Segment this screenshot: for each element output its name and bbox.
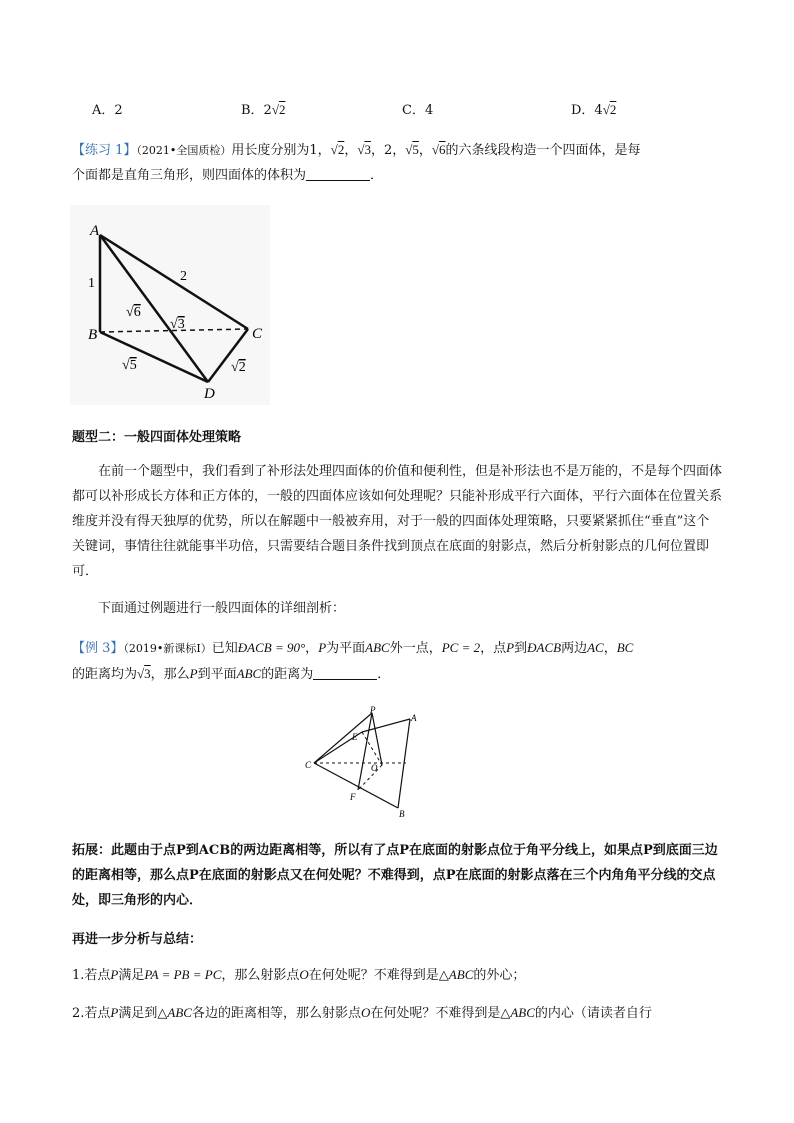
section2-paragraph: 在前一个题型中，我们看到了补形法处理四面体的价值和便利性，但是补形法也不是万能的，不是每个四面体都可以补形成长方体和正方体的，一般的四面体应该如何处理呢？只能补形成平行六面体，平行六面体在位置关系维度并没有得天独厚的优势，所以在解题中一般被弃用，对于一般的四面体处理策略，只要紧紧抓住“垂直”这个关键词，事情往往就能事半功倍，只需要结合题目条件找到顶点在底面的射影点，然后分析射影点的几何位置即可．: [72, 464, 723, 579]
tetrahedron-figure-1: [70, 205, 270, 405]
practice-tag: 【练习 1】: [72, 143, 137, 158]
answer-blank: [306, 168, 370, 181]
example3-problem: 【例 3】（2019•新课标Ⅰ）已知ÐACB = 90°，P为平面ABC外一点，PC = 2，点P到ÐACB两边AC，BC 的距离均为√3，那么P到平面ABC的距离为 ．: [72, 640, 634, 682]
label-bc: √3: [170, 317, 185, 332]
summary-item-1: 1.若点P满足PA = PB = PC，那么射影点O在何处呢？不难得到是△ABC的外心；: [72, 967, 526, 983]
summary-item-2: 2.若点P满足到△ABC各边的距离相等，那么射影点O在何处呢？不难得到是△ABC的内心（请读者自行: [72, 1005, 652, 1021]
tetrahedron-figure-2: [300, 705, 450, 825]
label-a: A: [90, 223, 100, 239]
section2-intro: 下面通过例题进行一般四面体的详细剖析：: [98, 601, 346, 616]
label-bd: √5: [122, 358, 137, 373]
answer-blank-2: [313, 667, 377, 680]
edge-pf: [358, 713, 372, 790]
label-d: D: [204, 386, 215, 402]
choice-a: A．2: [92, 103, 123, 118]
label-cd: √2: [231, 360, 246, 375]
choice-d: D．4√2: [571, 102, 617, 118]
edge-po: [372, 713, 382, 765]
label-ad: √6: [126, 305, 141, 320]
label-b2: B: [399, 809, 405, 819]
extension-paragraph: 拓展：此题由于点P到ACB的两边距离相等，所以有了点P在底面的射影点位于角平分线上，如果点P到底面三边的距离相等，那么点P在底面的射影点又在何处呢？不难得到，点P在底面的射影点落在三个内角角平分线的交点处，即三角形的内心．: [72, 843, 718, 908]
label-e: E: [352, 732, 358, 742]
label-c: C: [252, 326, 263, 342]
choice-c: C．4: [402, 103, 434, 118]
label-f: F: [350, 792, 356, 802]
label-p: P: [370, 705, 376, 715]
label-ab: 1: [88, 276, 95, 291]
choice-b: B．2√2: [241, 102, 286, 118]
label-c2: C: [305, 760, 312, 770]
label-ac: 2: [180, 269, 187, 284]
practice1-problem: 【练习 1】（2021•全国质检）用长度分别为1，√2，√3，2，√5，√6的六条线段构造一个四面体，是每 个面都是直角三角形，则四面体的体积为 ．: [72, 142, 641, 183]
edge-pc: [314, 713, 372, 763]
summary-title: 再进一步分析与总结：: [72, 932, 203, 947]
section2-title: 题型二：一般四面体处理策略: [72, 430, 242, 445]
label-o: O: [371, 763, 378, 773]
label-a2: A: [411, 713, 417, 723]
example-tag: 【例 3】: [72, 641, 124, 656]
label-b: B: [88, 327, 98, 343]
edge-cb: [314, 763, 398, 808]
